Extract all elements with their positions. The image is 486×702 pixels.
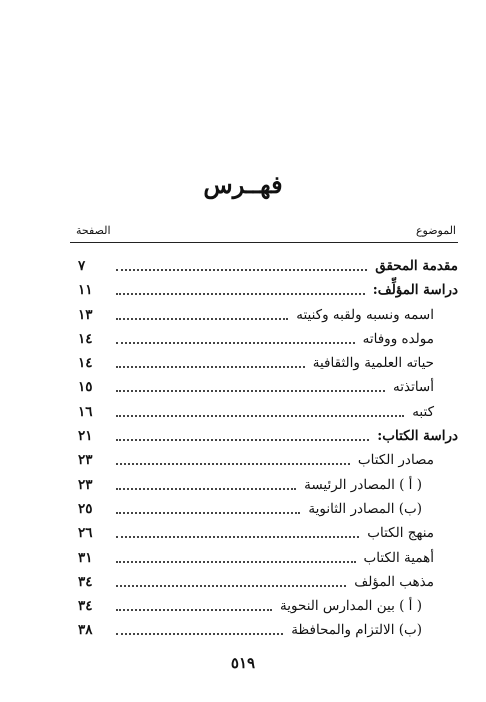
table-of-contents — [70, 256, 458, 645]
toc-entry — [70, 499, 458, 523]
dot-leader — [116, 488, 296, 490]
toc-entry-title: ( أ ) المصادر الرئيسة — [300, 475, 422, 495]
toc-entry-page: ٢١ — [78, 428, 93, 445]
toc-entry-title: مولده ووفاته — [359, 329, 434, 349]
dot-leader — [116, 609, 272, 611]
toc-entry — [70, 402, 458, 426]
page-number: ٥١٩ — [230, 654, 256, 672]
toc-entry-page: ١٤ — [78, 355, 93, 372]
toc-entry — [70, 620, 458, 644]
dot-leader — [116, 439, 369, 441]
toc-entry-title: دراسة الكتاب: — [373, 426, 458, 446]
dot-leader — [116, 561, 356, 563]
dot-leader — [116, 318, 288, 320]
toc-entry-page: ٢٥ — [78, 500, 93, 517]
dot-leader — [116, 633, 283, 635]
page-title: فهــرس — [203, 170, 283, 199]
dot-leader — [116, 463, 350, 465]
toc-entry-title: اسمه ونسبه ولقبه وكنيته — [292, 305, 434, 325]
toc-entry-page: ٣١ — [78, 549, 93, 566]
toc-entry-title: دراسة المؤلِّف: — [369, 280, 458, 300]
toc-entry — [70, 305, 458, 329]
toc-entry — [70, 450, 458, 474]
dot-leader — [116, 390, 385, 392]
dot-leader — [116, 536, 359, 538]
toc-entry-title: منهج الكتاب — [363, 523, 434, 543]
toc-entry-title: حياته العلمية والثقافية — [309, 353, 434, 373]
toc-entry — [70, 523, 458, 547]
toc-entry-page: ١٣ — [78, 306, 93, 323]
dot-leader — [116, 585, 346, 587]
toc-entry — [70, 475, 458, 499]
dot-leader — [116, 512, 300, 514]
toc-entry — [70, 377, 458, 401]
topic-column-label: الموضوع — [415, 224, 456, 237]
page-column-label: الصفحة — [76, 224, 111, 237]
toc-entry — [70, 280, 458, 304]
dot-leader — [116, 269, 367, 271]
toc-entry-page: ٢٦ — [78, 525, 93, 542]
toc-entry-title: (ب) الالتزام والمحافظة — [287, 620, 422, 640]
dot-leader — [116, 342, 355, 344]
dot-leader — [116, 293, 365, 295]
toc-entry-page: ٧ — [78, 258, 86, 274]
toc-entry — [70, 329, 458, 353]
toc-entry — [70, 353, 458, 377]
toc-entry-title: مقدمة المحقق — [371, 256, 458, 276]
toc-entry-page: ١٦ — [78, 403, 93, 420]
toc-entry — [70, 256, 458, 280]
toc-entry-page: ٣٨ — [78, 622, 93, 639]
toc-entry — [70, 572, 458, 596]
toc-entry-page: ٢٣ — [78, 476, 93, 493]
dot-leader — [116, 415, 404, 417]
toc-entry — [70, 548, 458, 572]
toc-entry-page: ١١ — [78, 282, 93, 299]
dot-leader — [116, 366, 305, 368]
toc-header — [70, 224, 458, 243]
toc-entry-title: كتبه — [408, 402, 434, 422]
toc-entry-title: أساتذته — [389, 377, 434, 397]
toc-entry-page: ٣٤ — [78, 573, 93, 590]
toc-entry-title: مذهب المؤلف — [350, 572, 434, 592]
toc-entry — [70, 596, 458, 620]
toc-entry-title: ( أ ) بين المدارس النحوية — [276, 596, 422, 616]
toc-entry-title: أهمية الكتاب — [360, 548, 435, 568]
toc-entry-page: ١٤ — [78, 330, 93, 347]
toc-entry-page: ٣٤ — [78, 598, 93, 615]
toc-entry-title: (ب) المصادر الثانوية — [304, 499, 422, 519]
toc-entry-title: مصادر الكتاب — [354, 450, 434, 470]
toc-entry-page: ٢٣ — [78, 452, 93, 469]
toc-entry-page: ١٥ — [78, 379, 93, 396]
toc-entry — [70, 426, 458, 450]
